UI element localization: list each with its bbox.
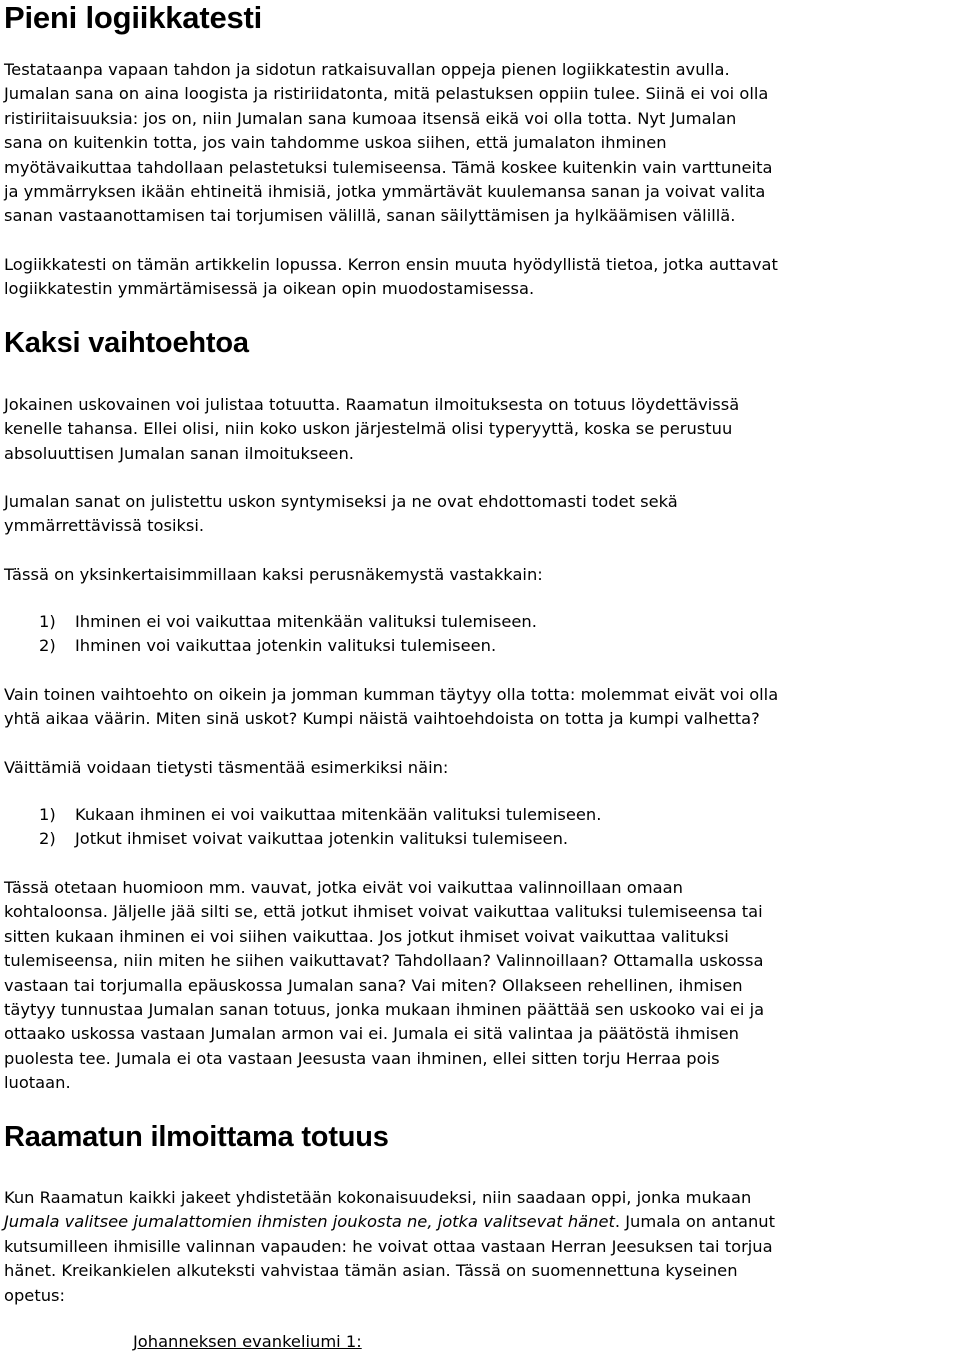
- text-line: Tässä otetaan huomioon mm. vauvat, jotka eivät voi vaikuttaa valinnoillaan omaan: [4, 878, 683, 897]
- text-line: sitten kukaan ihminen ei voi siihen vaikuttaa. Jos jotkut ihmiset voivat vaikuttaa valituksi: [4, 926, 729, 946]
- text-line: täytyy tunnustaa Jumalan sanan totuus, jonka mukaan ihminen päättää sen uskooko vai ei ja: [4, 999, 765, 1019]
- text-line: kenelle tahansa. Ellei olisi, niin koko uskon järjestelmä olisi typeryyttä, koska se perustuu: [4, 419, 733, 439]
- text-line: hänet. Kreikankielen alkuteksti vahvistaa tämän asian. Tässä on suomennettuna kyseinen: [4, 1261, 738, 1281]
- list-number: 1): [39, 612, 56, 631]
- text-line: yhtä aikaa väärin. Miten sinä uskot? Kumpi näistä vaihtoehdoista on totta ja kumpi valhetta?: [4, 709, 760, 729]
- section1-paragraph-6: [4, 876, 960, 1096]
- text-line: opetus:: [4, 1285, 65, 1305]
- text-line: sanan vastaanottamisen tai torjumisen välillä, sanan säilyttämisen ja hylkäämisen välillä.: [4, 206, 736, 226]
- text-line: absoluuttisen Jumalan sanan ilmoitukseen.: [4, 443, 354, 463]
- list-item: [39, 803, 601, 827]
- text-line: ja ymmärryksen ikään ehtineitä ihmisiä, jotka ymmärtävät kuulemansa sanan ja voivat valita: [4, 181, 766, 201]
- page-title: Pieni logiikkatesti: [4, 0, 263, 35]
- text-line: ymmärrettävissä tosiksi.: [4, 516, 205, 536]
- list-number: 2): [39, 636, 56, 655]
- text-line: sana on kuitenkin totta, jos vain tahdomme uskoa siihen, että jumalaton ihminen: [4, 133, 667, 153]
- text-line-content: Jumalan sana on aina loogista ja ristiriidatonta, mitä pelastuksen oppiin tulee. Siinä ei voi olla: [4, 84, 769, 104]
- text-line: puolesta tee. Jumala ei ota vastaan Jeesusta vaan ihminen, ellei sitten torju Herraa pois: [4, 1048, 720, 1068]
- intro-paragraph: [4, 58, 960, 229]
- text-line: ristiriitaisuuksia: jos on, niin Jumalan sana kumoaa itsensä eikä voi olla totta. Nyt Jumalan: [4, 108, 737, 128]
- text-line: kutsumilleen ihmisille valinnan vapauden: he voivat ottaa vastaan Herran Jeesuksen tai torjua: [4, 1236, 773, 1256]
- section1-paragraph-1: [4, 393, 960, 466]
- text-line: ottaako uskossa vastaan Jumalan armon vai ei. Jumala ei sitä valintaa ja päätöstä ihmisen: [4, 1024, 739, 1044]
- text-line: Vain toinen vaihtoehto on oikein ja jomman kumman täytyy olla totta: molemmat eivät voi olla: [4, 685, 779, 704]
- section-heading-kaksi-vaihtoehtoa: Kaksi vaihtoehtoa: [4, 327, 249, 359]
- list-item-text: Jotkut ihmiset voivat vaikuttaa jotenkin valituksi tulemiseen.: [75, 829, 569, 848]
- section2-paragraph-1: [4, 1186, 960, 1308]
- list-item-text: Ihminen voi vaikuttaa jotenkin valituksi tulemiseen.: [75, 636, 497, 655]
- text-line: Jumalan sanat on julistettu uskon syntymiseksi ja ne ovat ehdottomasti todet sekä: [4, 492, 678, 511]
- text-line: vastaan tai torjumalla epäuskossa Jumalan sana? Vai miten? Ollakseen rehellinen, ihmisen: [4, 975, 743, 995]
- text-line: Testataanpa vapaan tahdon ja sidotun ratkaisuvallan oppeja pienen logiikkatestin avulla.: [4, 60, 730, 79]
- scripture-reference-heading: Johanneksen evankeliumi 1:: [133, 1332, 362, 1351]
- emphasized-text: Jumala valitsee jumalattomien ihmisten joukosta ne, jotka valitsevat hänet: [4, 1212, 615, 1232]
- list-item: [39, 634, 496, 658]
- section1-paragraph-3: Tässä on yksinkertaisimmillaan kaksi perusnäkemystä vastakkain:: [4, 565, 543, 584]
- text-line: logiikkatestin ymmärtämisessä ja oikean opin muodostamisessa.: [4, 279, 535, 299]
- list-item: [39, 827, 568, 851]
- section1-paragraph-2: [4, 490, 960, 539]
- text-line: [4, 82, 960, 106]
- list-item-text: Kukaan ihminen ei voi vaikuttaa mitenkään valituksi tulemiseen.: [75, 805, 602, 824]
- text-line: Kun Raamatun kaikki jakeet yhdistetään kokonaisuudeksi, niin saadaan oppi, jonka mukaan: [4, 1188, 752, 1207]
- list-number: 2): [39, 829, 56, 848]
- text-line: Jokainen uskovainen voi julistaa totuutta. Raamatun ilmoituksesta on totuus löydettävissä: [4, 395, 740, 414]
- list-number: 1): [39, 805, 56, 824]
- intro-paragraph-2: [4, 253, 960, 302]
- text-line: Logiikkatesti on tämän artikkelin lopussa. Kerron ensin muuta hyödyllistä tietoa, jotka auttavat: [4, 255, 778, 274]
- text-line: [4, 1210, 960, 1234]
- text-line: myötävaikuttaa tahdollaan pelastetuksi tulemiseensa. Tämä koskee kuitenkin vain varttuneita: [4, 157, 773, 177]
- list-item-text: Ihminen ei voi vaikuttaa mitenkään valituksi tulemiseen.: [75, 612, 537, 631]
- section1-paragraph-4: [4, 683, 960, 732]
- section1-paragraph-5: Väittämiä voidaan tietysti täsmentää esimerkiksi näin:: [4, 758, 449, 777]
- text-line: tulemiseensa, niin miten he siihen vaikuttavat? Tahdollaan? Valinnoillaan? Ottamalla uskossa: [4, 951, 764, 971]
- section-heading-raamatun-ilmoittama-totuus: Raamatun ilmoittama totuus: [4, 1121, 389, 1153]
- text-line-content: . Jumala on antanut: [614, 1212, 775, 1232]
- list-item: [39, 610, 537, 634]
- text-line: luotaan.: [4, 1073, 71, 1093]
- text-line: kohtaloonsa. Jäljelle jää silti se, että jotkut ihmiset voivat vaikuttaa valituksi tulemiseensa tai: [4, 902, 763, 922]
